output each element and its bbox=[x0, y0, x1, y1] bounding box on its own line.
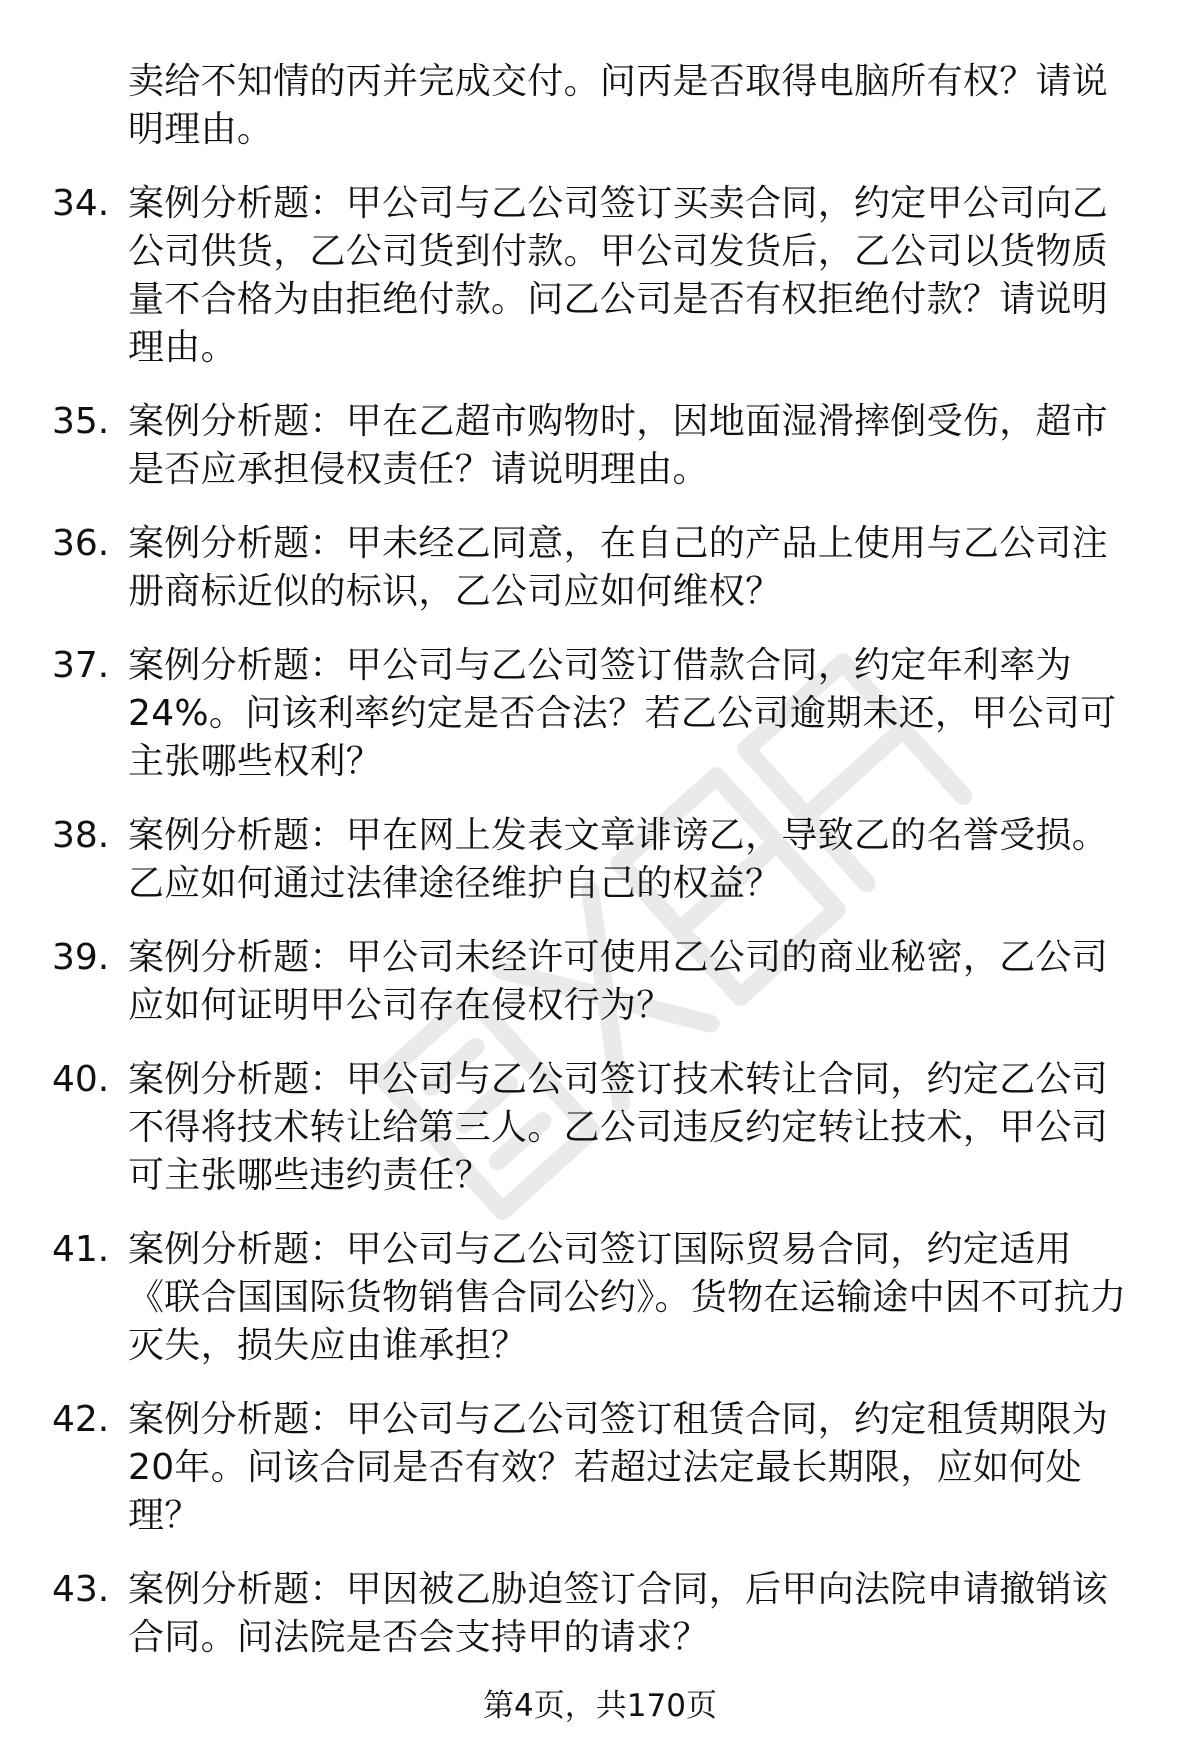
question-text: 案例分析题：甲在网上发表文章诽谤乙，导致乙的名誉受损。乙应如何通过法律途径维护自己的权益？ bbox=[128, 815, 1109, 904]
question-text: 案例分析题：甲未经乙同意，在自己的产品上使用与乙公司注册商标近似的标识，乙公司应如何维权？ bbox=[128, 523, 1109, 612]
question-number: 37. bbox=[52, 645, 110, 686]
question-text: 案例分析题：甲公司与乙公司签订借款合同，约定年利率为24%。问该利率约定是否合法？若乙公司逾期未还，甲公司可主张哪些权利？ bbox=[128, 645, 1117, 782]
question-number: 43. bbox=[52, 1569, 110, 1610]
question-text: 案例分析题：甲公司未经许可使用乙公司的商业秘密，乙公司应如何证明甲公司存在侵权行为？ bbox=[128, 937, 1109, 1026]
question-text: 案例分析题：甲公司与乙公司签订国际贸易合同，约定适用《联合国国际货物销售合同公约》。货物在运输途中因不可抗力灭失，损失应由谁承担？ bbox=[128, 1229, 1127, 1366]
question-number: 40. bbox=[52, 1059, 110, 1100]
question-list bbox=[52, 180, 1142, 1662]
question-number: 34. bbox=[52, 183, 110, 224]
question-item bbox=[52, 398, 1142, 494]
question-text: 案例分析题：甲因被乙胁迫签订合同，后甲向法院申请撤销该合同。问法院是否会支持甲的请求？ bbox=[128, 1569, 1109, 1658]
question-text: 案例分析题：甲公司与乙公司签订买卖合同，约定甲公司向乙公司供货，乙公司货到付款。甲公司发货后，乙公司以货物质量不合格为由拒绝付款。问乙公司是否有权拒绝付款？请说明理由。 bbox=[128, 183, 1109, 368]
question-item bbox=[52, 1056, 1142, 1200]
question-number: 41. bbox=[52, 1229, 110, 1270]
question-item bbox=[52, 812, 1142, 908]
page-footer: 第4页，共170页 bbox=[483, 1688, 717, 1724]
question-number: 36. bbox=[52, 523, 110, 564]
question-item bbox=[52, 520, 1142, 616]
question-number: 39. bbox=[52, 937, 110, 978]
question-text: 案例分析题：甲在乙超市购物时，因地面湿滑摔倒受伤，超市是否应承担侵权责任？请说明理由。 bbox=[128, 401, 1109, 490]
question-item bbox=[52, 1566, 1142, 1662]
question-item bbox=[52, 180, 1142, 372]
question-item bbox=[52, 1226, 1142, 1370]
question-number: 38. bbox=[52, 815, 110, 856]
question-item bbox=[52, 642, 1142, 786]
question-item bbox=[52, 1396, 1142, 1540]
continuation-text: 卖给不知情的丙并完成交付。问丙是否取得电脑所有权？请说明理由。 bbox=[128, 61, 1109, 150]
question-number: 42. bbox=[52, 1399, 110, 1440]
question-number: 35. bbox=[52, 401, 110, 442]
question-item bbox=[52, 934, 1142, 1030]
question-text: 案例分析题：甲公司与乙公司签订租赁合同，约定租赁期限为20年。问该合同是否有效？若超过法定最长期限，应如何处理？ bbox=[128, 1399, 1109, 1536]
question-text: 案例分析题：甲公司与乙公司签订技术转让合同，约定乙公司不得将技术转让给第三人。乙公司违反约定转让技术，甲公司可主张哪些违约责任？ bbox=[128, 1059, 1109, 1196]
